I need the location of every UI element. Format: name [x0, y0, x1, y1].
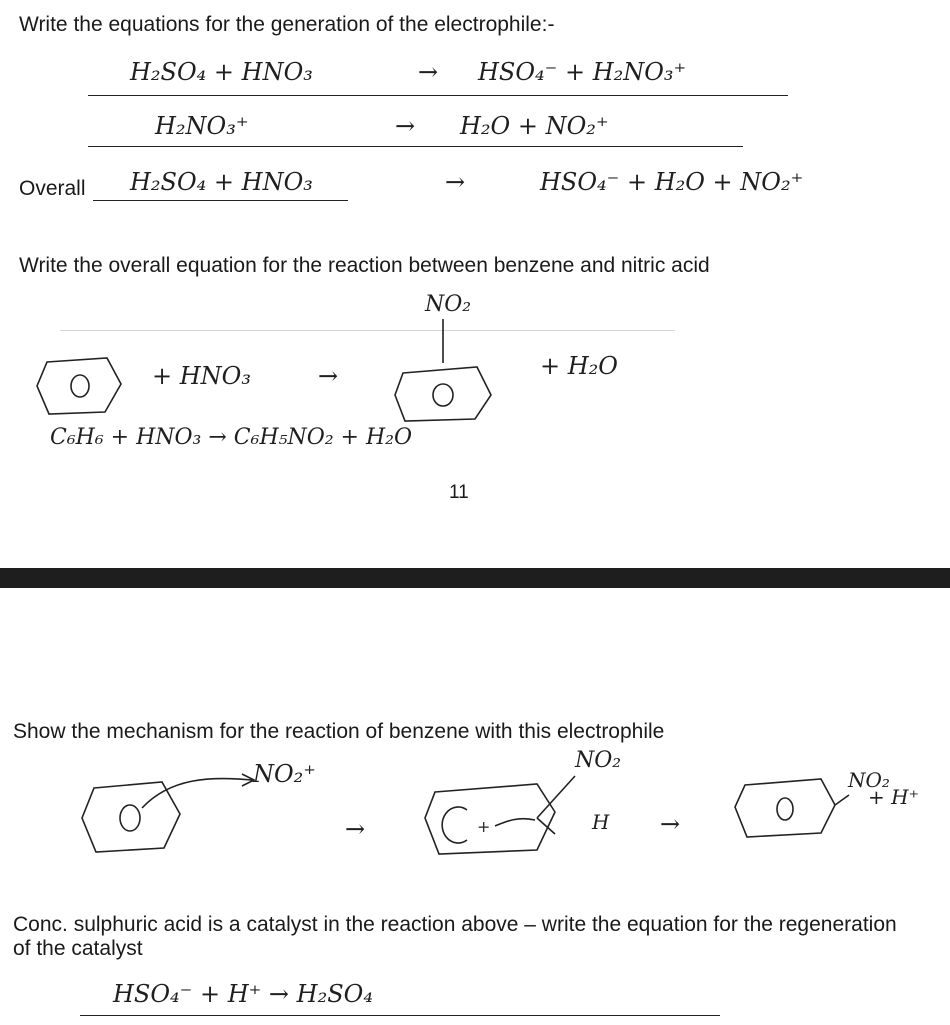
question-overall-benzene: Write the overall equation for the reaction between benzene and nitric acid	[19, 254, 710, 277]
ghost-line	[60, 330, 675, 331]
overall-underline	[93, 200, 348, 201]
benzene-eq-plus-hno3: + HNO₃	[152, 362, 251, 390]
eq1-right: HSO₄⁻ + H₂NO₃⁺	[478, 58, 687, 86]
nitrobenzene-ring-icon	[395, 315, 495, 425]
question-mechanism: Show the mechanism for the reaction of benzene with this electrophile	[13, 720, 665, 743]
intermediate-h: H	[592, 810, 610, 834]
eq1-arrow: →	[418, 58, 439, 86]
product-plus-h: + H⁺	[868, 785, 920, 809]
benzene-eq-plus-h2o: + H₂O	[540, 352, 618, 380]
product-no2: NO₂	[848, 768, 890, 792]
svg-text:+: +	[477, 817, 491, 836]
catalyst-equation: HSO₄⁻ + H⁺ → H₂SO₄	[113, 980, 373, 1008]
intermediate-no2: NO₂	[575, 748, 622, 773]
product-ring-icon	[735, 775, 855, 845]
page-number: 11	[449, 482, 469, 503]
overall-right: HSO₄⁻ + H₂O + NO₂⁺	[540, 168, 804, 196]
question-electrophile: Write the equations for the generation of the electrophile:-	[19, 13, 555, 36]
nitrobenzene-no2-label: NO₂	[425, 292, 472, 317]
mechanism-arrow-1: →	[345, 815, 366, 843]
intermediate-arenium-icon	[425, 768, 600, 868]
catalyst-underline	[80, 1015, 720, 1016]
page-separator	[0, 568, 950, 588]
question-catalyst: Conc. sulphuric acid is a catalyst in the reaction above – write the equation for the regeneration of the catalyst	[13, 913, 897, 960]
benzene-eq-arrow: →	[318, 362, 339, 390]
mechanism-arrow-2: →	[660, 810, 681, 838]
eq1-underline	[88, 95, 788, 96]
eq1-left: H₂SO₄ + HNO₃	[130, 58, 313, 86]
mechanism-electrophile: NO₂⁺	[253, 760, 316, 788]
overall-arrow: →	[445, 168, 466, 196]
eq2-right: H₂O + NO₂⁺	[460, 112, 609, 140]
eq2-underline	[88, 146, 743, 147]
benzene-ring-icon	[35, 352, 125, 417]
overall-left: H₂SO₄ + HNO₃	[130, 168, 313, 196]
formula-equation: C₆H₆ + HNO₃ → C₆H₅NO₂ + H₂O	[50, 425, 413, 450]
overall-label: Overall	[19, 177, 86, 200]
eq2-left: H₂NO₃⁺	[155, 112, 249, 140]
curly-arrow-icon	[140, 768, 260, 818]
eq2-arrow: →	[395, 112, 416, 140]
